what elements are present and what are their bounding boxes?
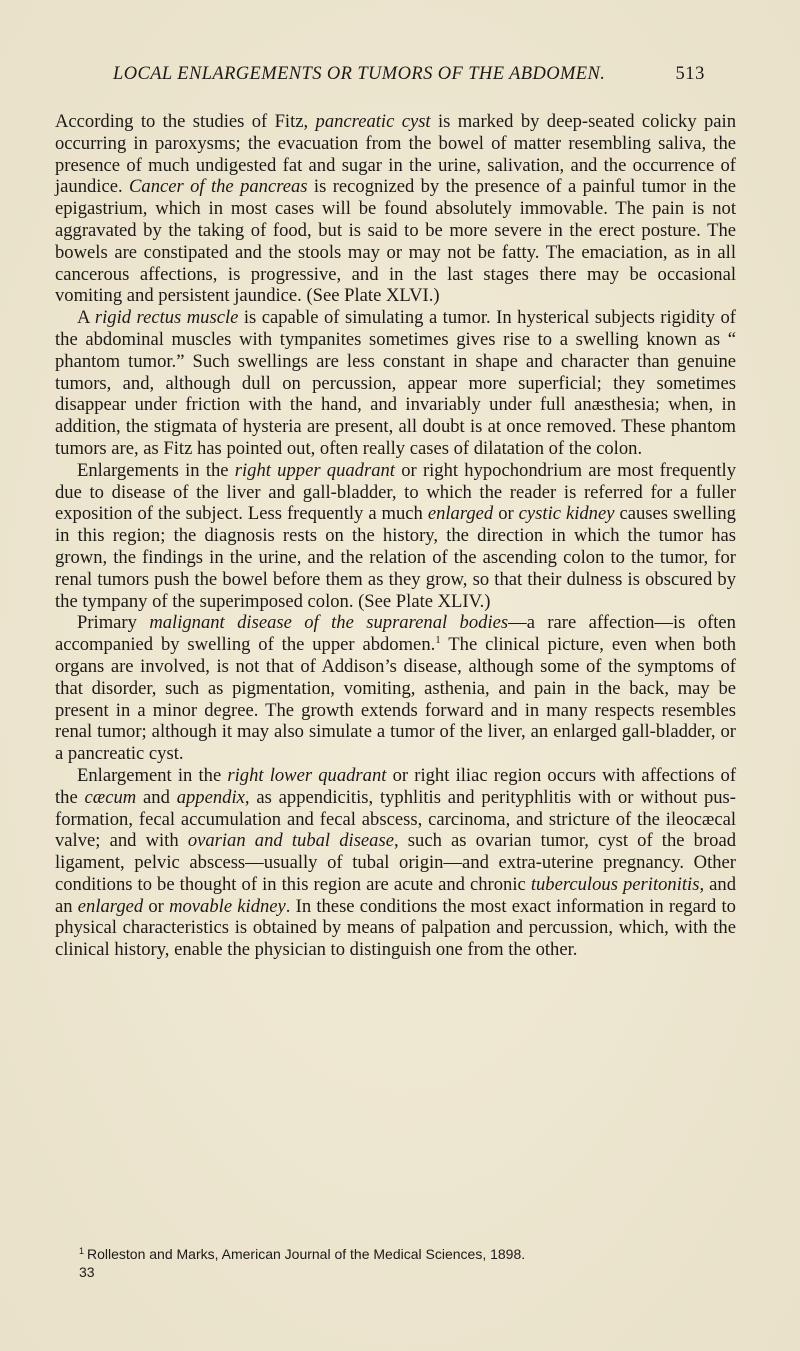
text-run: or: [493, 503, 519, 525]
signature-mark: 33: [79, 1264, 95, 1280]
footnote-text: Rolleston and Marks, American Journal of the Medical Sciences, 1898.: [87, 1246, 526, 1262]
text-run: is recognized by the presence of a painful tumor in the epigastrium, which in most cases will be found absolutely immovable. The pain is not aggravated by the taking of food, but is said to be more severe in the erect posture. The bowels are constipated and the stools may or may not be fatty. The emaciation, as in all cancerous affections, is progressive, and in the last stages there may be occasional vomiting and persistent jaundice. (See Plate XLVI.): [55, 176, 737, 307]
text-run: The clinical picture, even when both organs are involved, is not that of Addison’s disease, although some of the symptoms of that disorder, such as pigmentation, vomiting, asthenia, and pain in the back, may be present in a minor degree. The growth extends forward and in many respects resembles renal tumor; although it may also simulate a tumor of the liver, an enlarged gall-bladder, or a pancreatic cyst.: [55, 634, 736, 765]
text-run: is capable of simulating a tumor. In hysterical subjects rigidity of the abdominal muscles with tympanites sometimes gives rise to a swelling known as “ phantom tumor.” Such swellings are less constant in shape and character than genuine tumors, and, although dull on percussion, appear more superficial; they sometimes disappear under friction with the hand, and invariably under full anæsthesia; when, in addition, the stigmata of hysteria are present, all doubt is at once removed. These phantom tumors are, as Fitz has pointed out, often really cases of dilatation of the colon.: [55, 307, 736, 459]
italic-term: cæcum: [84, 786, 137, 808]
paragraph: [55, 612, 736, 765]
italic-term: right upper quadrant: [234, 459, 395, 481]
text-run: or right iliac region occurs with affections of the: [55, 764, 737, 808]
text-run: A: [77, 307, 95, 329]
text-run: Enlargements in the: [77, 459, 235, 481]
italic-term: pancreatic cyst: [315, 111, 431, 132]
italic-term: rigid rectus muscle: [94, 307, 239, 329]
text-run: According to the studies of Fitz,: [55, 111, 316, 132]
text-run: and: [136, 786, 177, 808]
paragraph: [55, 460, 736, 613]
text-run: or: [143, 895, 170, 917]
text-run: Enlargement in the: [77, 764, 228, 786]
paragraph: [55, 307, 736, 460]
body-text: [55, 111, 736, 961]
footnote-reference: 1: [435, 633, 441, 646]
running-head-title: LOCAL ENLARGEMENTS OR TUMORS OF THE ABDOMEN.: [113, 64, 606, 84]
italic-term: enlarged: [77, 895, 144, 917]
italic-term: right lower quadrant: [227, 764, 387, 786]
text-run: , such as ovarian tumor, cyst of the broad ligament, pelvic abscess—usually of tubal origin—and extra-uterine pregnancy. Other conditions to be thought of in this region are acute and chronic: [55, 830, 737, 895]
italic-term: malignant disease of the suprarenal bodies: [149, 612, 509, 634]
text-run: . In these conditions the most exact information in regard to physical characteristics is obtained by means of palpation and percussion, which, with the clinical history, enable the physician to distinguish one from the other.: [55, 895, 736, 961]
paragraph: [55, 111, 736, 307]
text-run: causes swelling in this region; the diagnosis rests on the history, the direction in which the tumor has grown, the findings in the urine, and the relation of the ascending colon to the tumor, for renal tumors push the bowel before them as they grow, so that their dulness is obscured by the tympany of the superimposed colon. (See Plate XLIV.): [55, 503, 736, 612]
footnote-marker: 1: [79, 1246, 85, 1256]
italic-term: tuberculous peritonitis: [530, 873, 700, 895]
italic-term: Cancer of the pancreas: [129, 176, 308, 198]
italic-term: appendix: [176, 786, 245, 808]
running-head: [113, 64, 705, 85]
text-run: —a rare affection—is often accompanied by swelling of the upper abdomen.: [55, 612, 736, 656]
italic-term: ovarian and tubal disease: [187, 830, 394, 852]
text-run: Primary: [77, 612, 150, 634]
text-run: or right hypochondrium are most frequently due to disease of the liver and gall-bladder, to which the reader is referred for a fuller exposition of the subject. Less frequently a much: [55, 459, 736, 525]
text-run: is marked by deep-seated colicky pain occurring in paroxysms; the evacuation from the bowel of matter resembling saliva, the presence of much undigested fat and sugar in the urine, salivation, and the occurrence of jaundice.: [55, 111, 736, 198]
text-run: , and an: [55, 873, 736, 917]
paragraph: [55, 765, 736, 961]
italic-term: movable kidney: [169, 895, 286, 917]
page-number: 513: [675, 64, 705, 84]
footnote: [79, 1245, 736, 1263]
italic-term: cystic kidney: [518, 503, 615, 525]
italic-term: enlarged: [427, 503, 494, 525]
text-run: , as appendicitis, typhlitis and perityphlitis with or without pus-formation, fecal accumulation and fecal abscess, carcinoma, and stricture of the ileocæcal valve; and with: [55, 786, 736, 852]
